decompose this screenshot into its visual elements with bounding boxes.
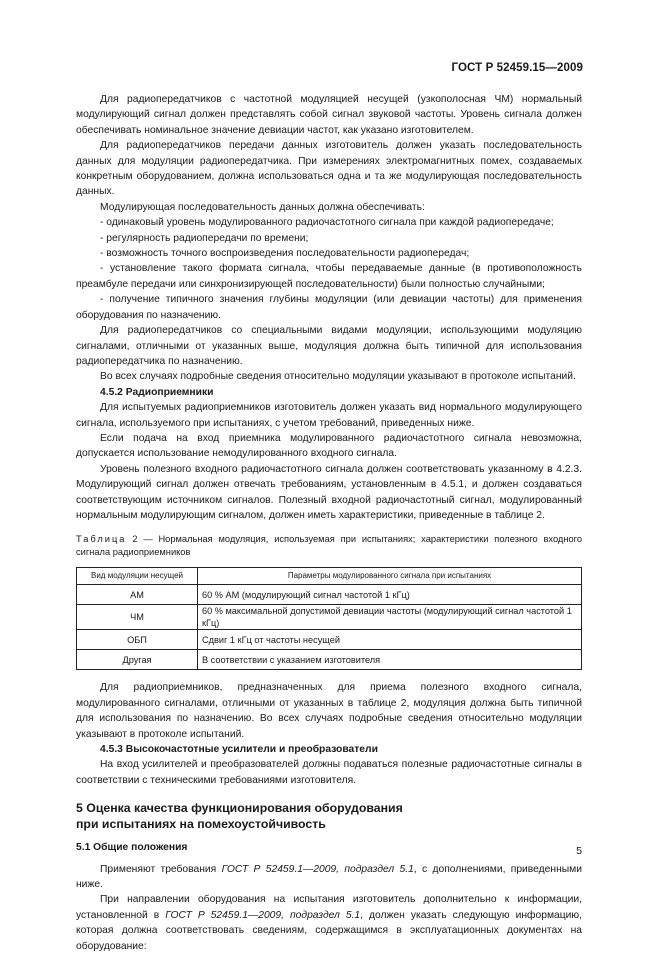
table-cell: 60 % АМ (модулирующий сигнал частотой 1 кГц) <box>198 585 582 605</box>
section-heading-5-line2: при испытаниях на помехоустойчивость <box>76 817 326 832</box>
standard-header: ГОСТ Р 52459.15—2009 <box>451 62 583 74</box>
paragraph: Для радиопередатчиков передачи данных изготовитель должен указать последовательность данных для модуляции радиопередатчика. При измерениях электромагнитных помех, создаваемых конкретным оборудованием, должна использоваться одна и та же модулирующая последовательность данных. <box>76 140 582 198</box>
list-item: - установление такого формата сигнала, чтобы передаваемые данные (в противоположность преамбуле передачи или синхронизирующей последовательности) были полностью случайными; <box>76 263 582 290</box>
list-item: - получение типичного значения глубины модуляции (или девиации частоты) для применения оборудования по назначению. <box>76 294 582 321</box>
page-number: 5 <box>576 845 582 857</box>
section-heading-4-5-3: 4.5.3 Высокочастотные усилители и преобразователи <box>100 744 378 755</box>
table-header-row <box>77 568 582 585</box>
paragraph: Во всех случаях подробные сведения относительно модуляции указывают в протоколе испытаний. <box>100 371 576 383</box>
text-run: Применяют требования <box>100 863 222 875</box>
list-item: - регулярность радиопередачи по времени; <box>100 232 309 244</box>
table-cell: В соответствии с указанием изготовителя <box>198 650 582 670</box>
table-header-cell: Параметры модулированного сигнала при испытаниях <box>198 568 582 585</box>
text-run: , с дополнениями, приведенными ниже. <box>76 863 582 891</box>
table-cell: Другая <box>77 650 198 670</box>
page-content <box>76 92 582 954</box>
reference-link: ГОСТ Р 52459.1—2009, подраздел 5.1 <box>221 863 414 875</box>
paragraph: Если подача на вход приемника модулированного радиочастотного сигнала невозможна, допускается использование немодулированного входного сигнала. <box>76 432 582 460</box>
table-cell: ОБП <box>77 630 198 650</box>
text-run: , должен указать следующую информацию, которая должна соответствовать сведениям, содержащимся в эксплуатационных документах на оборудование: <box>76 909 582 952</box>
list-item: - возможность точного воспроизведения последовательности радиопередач; <box>100 248 470 260</box>
table-row <box>77 650 582 670</box>
table-caption-prefix: Таблица <box>76 534 127 545</box>
reference-link: ГОСТ Р 52459.1—2009, подраздел 5.1 <box>165 909 361 921</box>
paragraph: Для радиоприемников, предназначенных для приема полезного входного сигнала, модулированного сигналами, отличными от указанных в таблице 2, модуляция должна быть типичной для использования по назначению. Во всех случаях подробные сведения относительно модуляции указывают в протоколе испытаний. <box>76 682 582 740</box>
table-cell: ЧМ <box>77 605 198 630</box>
table-caption <box>76 533 582 559</box>
paragraph: Для радиопередатчиков с частотной модуляцией несущей (узкополосная ЧМ) нормальный модулирующий сигнал должен представлять собой сигнал звуковой частоты. Уровень сигнала должен обеспечивать номинальное значение девиации частот, как указано изготовителем. <box>76 94 582 136</box>
section-heading-5-line1: 5 Оценка качества функционирования оборудования <box>76 801 403 816</box>
section-heading-4-5-2: 4.5.2 Радиоприемники <box>100 386 214 398</box>
table-header-cell: Вид модуляции несущей <box>77 568 198 585</box>
paragraph: Модулирующая последовательность данных должна обеспечивать: <box>100 201 425 213</box>
paragraph: Для радиопередатчиков со специальными видами модуляции, использующими модуляцию сигналами, отличными от указанных выше, модуляция должна быть типичной для использования радиопередатчика по назначению. <box>76 325 582 367</box>
paragraph: Для испытуемых радиоприемников изготовитель должен указать вид нормального модулирующего сигнала, используемого при испытаниях, с учетом требований, приведенных ниже. <box>76 402 582 429</box>
text-run: При направлении оборудования на испытания изготовитель дополнительно к информации, установленной в <box>76 894 582 921</box>
table-cell: Сдвиг 1 кГц от частоты несущей <box>198 630 582 650</box>
table-row <box>77 585 582 605</box>
paragraph: Уровень полезного входного радиочастотного сигнала должен соответствовать указанному в 4.2.3. Модулирующий сигнал должен отвечать требованиям, установленным в 4.5.1, и должен создаваться соответствующим источником сигналов. Полезный входной радиочастотный сигнал, модулированный нормальным модулирующим сигналом, должен иметь характеристики, приведенные в таблице 2. <box>76 463 582 521</box>
table-cell: 60 % максимальной допустимой девиации частоты (модулирующий сигнал частотой 1 кГц) <box>198 605 582 630</box>
paragraph <box>76 862 582 893</box>
paragraph <box>76 892 582 954</box>
modulation-table <box>76 567 582 670</box>
list-item: - одинаковый уровень модулированного радиочастотного сигнала при каждой радиопередаче; <box>100 217 554 229</box>
table-row <box>77 605 582 630</box>
table-row <box>77 630 582 650</box>
section-heading-5 <box>76 800 582 832</box>
table-caption-text: 2 — Нормальная модуляция, используемая при испытаниях; характеристики полезного входного сигнала радиоприемников <box>76 534 582 558</box>
section-heading-5-1: 5.1 Общие положения <box>76 842 188 854</box>
table-cell: АМ <box>77 585 198 605</box>
paragraph: На вход усилителей и преобразователей должны подаваться полезные радиочастотные сигналы в соответствии с техническими требованиями изготовителя. <box>76 759 582 786</box>
